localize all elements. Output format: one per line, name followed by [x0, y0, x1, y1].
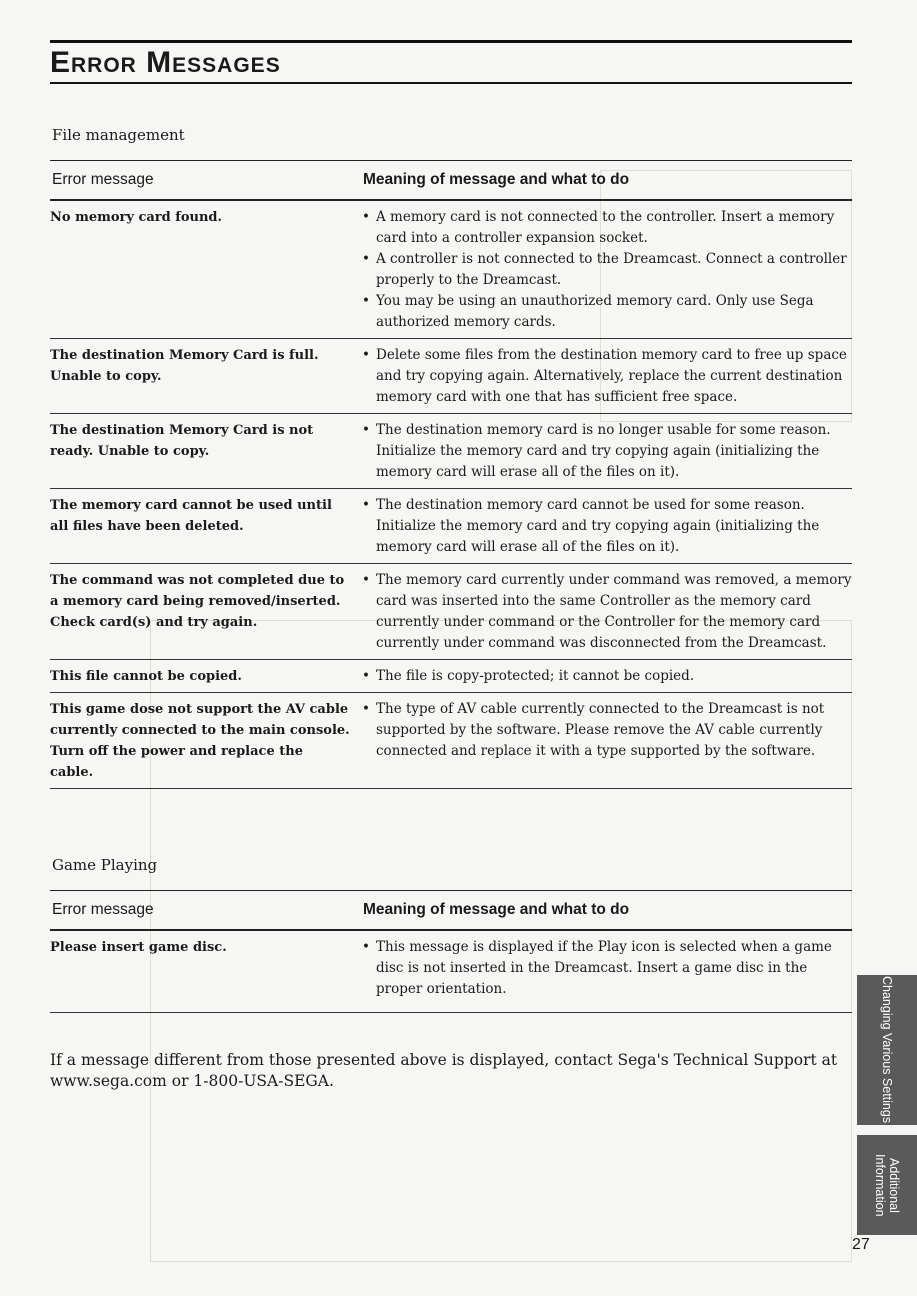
meaning-item: • The destination memory card cannot be used for some reason. Initialize the memory card and try copying again (initializing the memory card will erase all of the files on it).: [358, 495, 852, 558]
meaning-item: • You may be using an unauthorized memory card. Only use Sega authorized memory cards.: [358, 291, 852, 333]
table-header: [50, 160, 852, 201]
header-meaning: Meaning of message and what to do: [363, 171, 630, 188]
section-label-file-management: File management: [52, 126, 185, 144]
error-message: The destination Memory Card is not ready. Unable to copy.: [50, 423, 314, 459]
error-message: The destination Memory Card is full. Unable to copy.: [50, 348, 319, 384]
page-number: 27: [852, 1236, 870, 1253]
support-footnote: If a message different from those presented above is displayed, contact Sega's Technical Support at www.sega.com or 1-800-USA-SEGA.: [50, 1051, 838, 1090]
title-rule: [50, 82, 852, 84]
table-row: [50, 931, 852, 1013]
header-error-message: Error message: [52, 171, 154, 188]
table-row: [50, 339, 852, 414]
error-message: The command was not completed due to a memory card being removed/inserted. Check card(s) and try again.: [50, 573, 345, 630]
meaning-item: • Delete some files from the destination memory card to free up space and try copying again. Alternatively, replace the current destination memory card with one that has sufficient free space.: [358, 345, 852, 408]
table-row: [50, 693, 852, 789]
page-title: Error Messages: [50, 46, 281, 79]
meaning-item: • A memory card is not connected to the controller. Insert a memory card into a controller expansion socket.: [358, 207, 852, 249]
header-error-message: Error message: [52, 901, 154, 918]
table-row: [50, 414, 852, 489]
meaning-item: • The memory card currently under command was removed, a memory card was inserted into the same Controller as the memory card currently under command or the Controller for the memory card currently under command was disconnected from the Dreamcast.: [358, 570, 852, 654]
top-rule: [50, 40, 852, 43]
error-message: This game dose not support the AV cable currently connected to the main console. Turn off the power and replace the cable.: [50, 702, 350, 780]
side-tab-label: Changing Various Settings: [880, 976, 894, 1124]
table-row: [50, 564, 852, 660]
section-label-game-playing: Game Playing: [52, 856, 158, 874]
error-message: The memory card cannot be used until all files have been deleted.: [50, 498, 332, 534]
meaning-item: • A controller is not connected to the Dreamcast. Connect a controller properly to the Dreamcast.: [358, 249, 852, 291]
table-row: [50, 489, 852, 564]
meaning-item: • The type of AV cable currently connected to the Dreamcast is not supported by the software. Please remove the AV cable currently connected and replace it with a type supported by the software.: [358, 699, 852, 762]
game-playing-table: [50, 890, 852, 1013]
error-message: This file cannot be copied.: [50, 669, 242, 684]
side-tab-additional-information[interactable]: [857, 1135, 917, 1235]
meaning-item: • The destination memory card is no longer usable for some reason. Initialize the memory card and try copying again (initializing the memory card will erase all of the files on it).: [358, 420, 852, 483]
meaning-item: • This message is displayed if the Play icon is selected when a game disc is not inserted in the Dreamcast. Insert a game disc in the proper orientation.: [358, 937, 852, 1000]
error-message: No memory card found.: [50, 210, 223, 225]
meaning-item: • The file is copy-protected; it cannot be copied.: [358, 666, 852, 687]
header-meaning: Meaning of message and what to do: [363, 901, 630, 918]
file-management-table: [50, 160, 852, 789]
table-row: [50, 201, 852, 339]
table-header: [50, 890, 852, 931]
side-tab-changing-settings[interactable]: [857, 975, 917, 1125]
table-row: [50, 660, 852, 693]
side-tab-label: Additional Information: [873, 1153, 901, 1217]
error-message: Please insert game disc.: [50, 940, 227, 955]
